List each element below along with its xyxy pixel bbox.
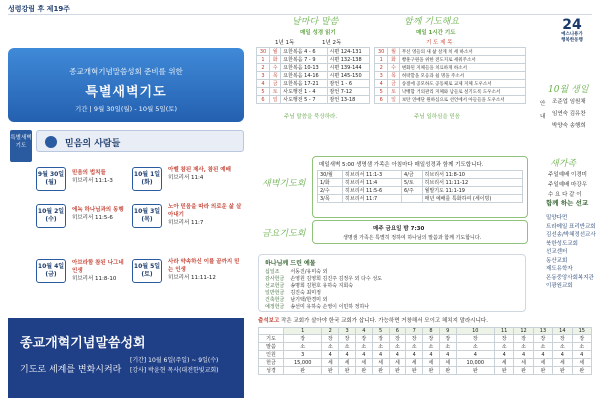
bullet-icon bbox=[45, 136, 57, 148]
prayer-cell: 목 bbox=[388, 72, 400, 80]
prayer-cell: 화 bbox=[388, 56, 400, 64]
bible-cell: 잠언 13-18 bbox=[327, 96, 370, 104]
schedule-text: 사라 약속하신 이를 끝까지 믿는 인생 히브리서 11:11-12 bbox=[168, 259, 240, 281]
bible-cell: 사도행전 1 - 4 bbox=[281, 88, 327, 96]
attendance-cell: 4 bbox=[553, 351, 572, 359]
mission-item: 트라메일 표리반교회 bbox=[546, 223, 596, 230]
attendance-cell: 완 bbox=[553, 367, 572, 375]
attendance-cell: 완 bbox=[355, 367, 372, 375]
bible-cell: 6 bbox=[257, 96, 270, 104]
prayer-cell: 허락할을 모응과 쉼 명을 주소서 bbox=[399, 72, 525, 80]
bible-cell: 월 bbox=[270, 48, 281, 56]
attendance-col: 11 bbox=[494, 328, 513, 335]
bible-row bbox=[257, 56, 370, 64]
attendance-cell: 장 bbox=[406, 335, 423, 343]
schedule-text: 에녹 하나님과의 동행 히브리서 11:5-6 bbox=[72, 207, 124, 221]
prayer-cell: 6 bbox=[375, 96, 388, 104]
banner-line3: 기간 | 9월 30일(월) - 10월 5일(토) bbox=[74, 105, 178, 113]
offering-names: 남기택/한경미 외 bbox=[290, 297, 328, 303]
prayer-row bbox=[375, 56, 526, 64]
attendance-cell: 소 bbox=[533, 343, 552, 351]
attendance-cell: 장 bbox=[389, 335, 406, 343]
offering-row bbox=[265, 289, 382, 296]
attendance-col: 14 bbox=[553, 328, 572, 335]
attendance-cell: 세 bbox=[339, 359, 356, 367]
bible-cell: 금 bbox=[270, 80, 281, 88]
bible-cell: 요한복음 4 - 6 bbox=[281, 48, 327, 56]
offering-box bbox=[258, 254, 526, 312]
attendance-cell: 소 bbox=[494, 343, 513, 351]
offering-names: 손영원 김영희 김진주 김정우 외 다수 성도 bbox=[290, 276, 382, 282]
attendance-cell: 4 bbox=[494, 351, 513, 359]
attendance-cell: 세 bbox=[355, 359, 372, 367]
attendance-cell: 완 bbox=[284, 367, 322, 375]
bible-cell: 수 bbox=[270, 64, 281, 72]
friday-text: 생명샘 가족은 특별히 정하여 하나님의 말씀과 함께 기도합니다. bbox=[343, 235, 482, 241]
attendance-cell: 소 bbox=[372, 343, 389, 351]
attendance-cell: 장 bbox=[572, 335, 591, 343]
bible-cell: 5 bbox=[257, 88, 270, 96]
side-tag: 특별새벽기도 bbox=[10, 130, 32, 162]
attendance-cell: 완 bbox=[423, 367, 440, 375]
attendance-col: 8 bbox=[423, 328, 440, 335]
date-card: 10월 2일(수) bbox=[36, 204, 66, 228]
offering-type: 건축헌금 bbox=[265, 297, 285, 303]
attendance-col: 7 bbox=[406, 328, 423, 335]
bible-cell: 요한복음 10-13 bbox=[281, 64, 327, 72]
prayer-cell: 2 bbox=[375, 64, 388, 72]
attendance-cell: 장 bbox=[553, 335, 572, 343]
attendance-col: 3 bbox=[339, 328, 356, 335]
bible-cell: 2 bbox=[257, 64, 270, 72]
offering-type: 감사헌금 bbox=[265, 276, 285, 282]
attendance-cell: 완 bbox=[514, 367, 533, 375]
offering-names: 김진숙 최미정 bbox=[290, 290, 321, 296]
dawn-header: 매일새벽 5:00 생명샘 가족은 아침마다 매일성경과 함께 기도합니다. bbox=[319, 162, 484, 168]
banner-line2: 특별새벽기도 bbox=[85, 85, 167, 100]
dawn-cell: 히브리서 11:1-3 bbox=[343, 171, 402, 179]
attendance-cell: 15,000 bbox=[284, 359, 322, 367]
bible-cell: 시편 145-150 bbox=[327, 72, 370, 80]
schedule-text: 아브라함 참된 나그네 인생 히브리서 11:8-10 bbox=[72, 260, 124, 282]
dawn-cell: 히브리서 11:7 bbox=[343, 195, 402, 203]
mission-item: 김선송/박혜정선교사 bbox=[546, 232, 596, 238]
dawn-row bbox=[318, 171, 523, 179]
attendance-cell: 기도 bbox=[259, 335, 284, 343]
bible-cell: 화 bbox=[270, 56, 281, 64]
bible-title: 매일 성경 읽기 bbox=[300, 30, 336, 36]
prayer-row bbox=[375, 88, 526, 96]
dawn-cell: 히브리서 11:4 bbox=[343, 179, 402, 187]
attendance-cell: 완 bbox=[322, 367, 339, 375]
birthday-names: 조준업 임원채 임연숙 김유찬 박양숙 송행희 bbox=[552, 99, 586, 129]
attendance-cell: 소 bbox=[322, 343, 339, 351]
mission-item: 제도유학자 bbox=[546, 266, 573, 272]
dawn-cell: 30/월 bbox=[318, 171, 343, 179]
prayer-row bbox=[375, 96, 526, 104]
prayer-section-title: 함께 기도해요 bbox=[404, 17, 460, 27]
attendance-corner bbox=[259, 328, 284, 335]
attendance-cell: 4 bbox=[423, 351, 440, 359]
attendance-cell: 장 bbox=[533, 335, 552, 343]
bible-reading-table bbox=[256, 47, 370, 104]
attendance-row bbox=[259, 359, 592, 367]
mission-item: 이광원교회 bbox=[546, 283, 573, 289]
attendance-cell: 장 bbox=[456, 335, 494, 343]
bible-cell: 요한복음 14-16 bbox=[281, 72, 327, 80]
attendance-cell: 완 bbox=[572, 367, 591, 375]
attendance-cell: 소 bbox=[439, 343, 456, 351]
attendance-cell: 성경 bbox=[259, 367, 284, 375]
attendance-cell: 4 bbox=[322, 351, 339, 359]
attendance-cell: 세 bbox=[423, 359, 440, 367]
attendance-cell: 4 bbox=[439, 351, 456, 359]
attendance-cell: 완 bbox=[339, 367, 356, 375]
attendance-col: 12 bbox=[514, 328, 533, 335]
attendance-cell: 10,000 bbox=[456, 359, 494, 367]
prayer-subtitle: 기 도 제 목 bbox=[426, 40, 453, 46]
attendance-cell: 장 bbox=[284, 335, 322, 343]
bible-row bbox=[257, 48, 370, 56]
attendance-cell: 장 bbox=[514, 335, 533, 343]
birthday-section-title: 10월 생일 bbox=[548, 85, 589, 95]
attendance-cell: 4 bbox=[389, 351, 406, 359]
offering-row bbox=[265, 303, 382, 310]
dawn-cell: 매년 예배를 특화하여 (세이빙) bbox=[422, 195, 522, 203]
attendance-title: 출석보고 bbox=[258, 318, 280, 324]
mission-item: 온동중앙사회복지관 bbox=[546, 274, 594, 281]
bible-col1: 1년 1독 bbox=[275, 40, 295, 46]
dawn-cell: 6/주 bbox=[402, 187, 423, 195]
attendance-col: 2 bbox=[322, 328, 339, 335]
offering-row bbox=[265, 275, 382, 282]
prayer-cell: 낙뱅함 거의관리 지체와 남들로 설기도록 도우소서 bbox=[399, 88, 525, 96]
attendance-cell: 완 bbox=[439, 367, 456, 375]
schedule-text: 노아 믿음을 따라 의로운 삶 살아내기 히브리서 11:7 bbox=[168, 204, 242, 226]
prayer-row bbox=[375, 80, 526, 88]
attendance-cell: 세 bbox=[514, 359, 533, 367]
attendance-cell: 장 bbox=[372, 335, 389, 343]
offering-names: 서동진/유미숙 외 bbox=[290, 269, 328, 275]
bible-cell: 시편 132-138 bbox=[327, 56, 370, 64]
bible-cell: 토 bbox=[270, 88, 281, 96]
attendance-cell: 장 bbox=[339, 335, 356, 343]
attendance-cell: 장 bbox=[355, 335, 372, 343]
mission-item: 선교센터 bbox=[546, 249, 568, 255]
prayer-row bbox=[375, 72, 526, 80]
date-card: 10월 5일(토) bbox=[132, 259, 162, 283]
newfamily-list: 주일예배 이경미 주일예배 마강우 수 요 다 같 이 bbox=[548, 172, 587, 198]
attendance-table bbox=[258, 327, 592, 375]
attendance-cell: 소 bbox=[406, 343, 423, 351]
attendance-col: 5 bbox=[372, 328, 389, 335]
attendance-cell: 소 bbox=[423, 343, 440, 351]
attendance-col: 13 bbox=[533, 328, 552, 335]
bible-cell: 잠언 1 - 6 bbox=[327, 80, 370, 88]
offering-row bbox=[265, 282, 382, 289]
attendance-row bbox=[259, 351, 592, 359]
friday-header: 매주 금요일 밤 7:30 bbox=[373, 226, 425, 232]
bible-row bbox=[257, 72, 370, 80]
attendance-cell: 세 bbox=[322, 359, 339, 367]
attendance-cell: 4 bbox=[355, 351, 372, 359]
attendance-cell: 4 bbox=[572, 351, 591, 359]
attendance-section bbox=[258, 316, 592, 375]
revival-title: 종교개혁기념말씀성회 bbox=[20, 336, 146, 351]
attendance-cell: 완 bbox=[456, 367, 494, 375]
prayer-note: 주님 일하심을 믿음 bbox=[414, 114, 461, 120]
offering-type: 일반헌금 bbox=[265, 290, 285, 296]
attendance-cell: 완 bbox=[389, 367, 406, 375]
dawn-cell bbox=[402, 195, 423, 203]
prayer-row bbox=[375, 64, 526, 72]
offering-row bbox=[265, 268, 382, 275]
attendance-header-row bbox=[259, 328, 592, 335]
attendance-cell: 세 bbox=[553, 359, 572, 367]
attendance-cell: 장 bbox=[494, 335, 513, 343]
bible-section-title: 날마다 말씀 bbox=[292, 17, 339, 27]
prayer-row bbox=[375, 48, 526, 56]
missions-list bbox=[546, 214, 596, 291]
schedule-text: 믿음의 법칙들 히브리서 11:1-3 bbox=[72, 170, 113, 184]
dawn-row bbox=[318, 179, 523, 187]
attendance-cell: 4 bbox=[372, 351, 389, 359]
bible-cell: 30 bbox=[257, 48, 270, 56]
attendance-cell: 4 bbox=[406, 351, 423, 359]
attendance-col: 9 bbox=[439, 328, 456, 335]
attendance-cell: 세 bbox=[494, 359, 513, 367]
bible-cell: 목 bbox=[270, 72, 281, 80]
prayer-cell: 송절에 공모하도 공동체로 교제 지체 도우소서 bbox=[399, 80, 525, 88]
mission-item: 북한성도교회 bbox=[546, 240, 578, 247]
attendance-cell: 소 bbox=[284, 343, 322, 351]
dawn-cell: 히브리서 11:8-10 bbox=[422, 171, 522, 179]
bible-row bbox=[257, 96, 370, 104]
revival-subtitle: 기도로 세계를 변화시켜라 bbox=[20, 365, 122, 375]
attendance-cell: 세 bbox=[389, 359, 406, 367]
preachers-title: 믿음의 사람들 bbox=[65, 139, 121, 149]
prayer-cell: 금 bbox=[388, 80, 400, 88]
bible-cell: 4 bbox=[257, 80, 270, 88]
church-logo: 24 예스나용가 행복한동행 bbox=[561, 17, 583, 43]
attendance-cell: 소 bbox=[389, 343, 406, 351]
friday-section-title: 금요기도회 bbox=[262, 229, 306, 239]
prayer-cell: 5 bbox=[375, 88, 388, 96]
attendance-row bbox=[259, 343, 592, 351]
attendance-cell: 장 bbox=[423, 335, 440, 343]
bible-cell: 사도행전 5 - 7 bbox=[281, 96, 327, 104]
offering-names: 송명희 김현호 유하숙 지회숙 bbox=[290, 283, 354, 289]
attendance-row bbox=[259, 335, 592, 343]
attendance-col: 1 bbox=[284, 328, 322, 335]
dawn-cell: 3/목 bbox=[318, 195, 343, 203]
bible-row bbox=[257, 80, 370, 88]
attendance-cell: 완 bbox=[494, 367, 513, 375]
attendance-col: 10 bbox=[456, 328, 494, 335]
attendance-cell: 말씀 bbox=[259, 343, 284, 351]
bible-col2: 1년 2독 bbox=[322, 40, 342, 46]
attendance-col: 4 bbox=[355, 328, 372, 335]
dawn-table bbox=[317, 170, 523, 203]
prayer-cell: 1 bbox=[375, 56, 388, 64]
revival-details: [기간] 10월 6일(주일) ~ 9일(수) [강사] 박윤현 목사(대전한빛교회) bbox=[130, 357, 219, 374]
prayer-cell: 3 bbox=[375, 72, 388, 80]
attendance-cell: 세 bbox=[439, 359, 456, 367]
offering-names: 송선미 유하숙 손영이 이민하 정하나 bbox=[290, 304, 370, 310]
bible-row bbox=[257, 64, 370, 72]
dawn-cell: 5/토 bbox=[402, 179, 423, 187]
date-card: 9월 30일(월) bbox=[36, 167, 66, 191]
date-card: 10월 4일(금) bbox=[36, 259, 66, 283]
mission-item: 동산교회 bbox=[546, 257, 568, 264]
bible-cell: 1 bbox=[257, 56, 270, 64]
offering-type: 예정헌금 bbox=[265, 304, 285, 310]
bible-note: 주님 말씀을 묵상하라. bbox=[284, 114, 338, 120]
attendance-cell: 세 bbox=[372, 359, 389, 367]
prayer-cell: 일 bbox=[388, 96, 400, 104]
prayer-cell: 수 bbox=[388, 64, 400, 72]
attendance-row bbox=[259, 367, 592, 375]
offering-table bbox=[265, 268, 382, 310]
attendance-cell: 소 bbox=[355, 343, 372, 351]
dawn-cell: 1/화 bbox=[318, 179, 343, 187]
bible-row bbox=[257, 88, 370, 96]
attendance-cell: 소 bbox=[456, 343, 494, 351]
dawn-row bbox=[318, 195, 523, 203]
friday-box bbox=[312, 220, 528, 244]
prayer-cell: 토 bbox=[388, 88, 400, 96]
bible-cell: 3 bbox=[257, 72, 270, 80]
offering-type: 선교헌금 bbox=[265, 283, 285, 289]
attendance-cell: 소 bbox=[339, 343, 356, 351]
prayer-cell: 변화된 지체들을 치료하게 하소서 bbox=[399, 64, 525, 72]
missions-title: 함께 하는 선교 bbox=[546, 199, 589, 207]
schedule-text: 아벨 참된 제사, 참된 예배 히브리서 11:4 bbox=[168, 167, 231, 181]
dawn-cell: 2/수 bbox=[318, 187, 343, 195]
attendance-cell: 4 bbox=[514, 351, 533, 359]
attendance-cell: 인원 bbox=[259, 351, 284, 359]
date-card: 10월 3일(목) bbox=[132, 204, 162, 228]
bible-cell: 요한복음 7 - 9 bbox=[281, 56, 327, 64]
attendance-cell: 장 bbox=[322, 335, 339, 343]
attendance-cell: 세 bbox=[406, 359, 423, 367]
bible-cell: 시편 139-144 bbox=[327, 64, 370, 72]
dawn-cell: 히브리서 11:5-6 bbox=[343, 187, 402, 195]
attendance-cell: 4 bbox=[456, 351, 494, 359]
attendance-cell: 소 bbox=[572, 343, 591, 351]
prayer-cell: 4 bbox=[375, 80, 388, 88]
mission-item: 밀양다먼 bbox=[546, 215, 568, 221]
attendance-cell: 소 bbox=[553, 343, 572, 351]
attendance-cell: 세 bbox=[572, 359, 591, 367]
prayer-cell: 월 bbox=[388, 48, 400, 56]
attendance-cell: 장 bbox=[439, 335, 456, 343]
dawn-cell: 히브리서 11:11-12 bbox=[422, 179, 522, 187]
dawn-box bbox=[312, 156, 528, 218]
attendance-cell: 4 bbox=[533, 351, 552, 359]
prayer-table bbox=[374, 47, 526, 104]
attendance-cell: 헌금 bbox=[259, 359, 284, 367]
prayer-title: 매일 1시간 기도 bbox=[416, 30, 456, 36]
prayer-cell: 보탄 연애단 원하심으로 선언에서 아들들을 도우소서 bbox=[399, 96, 525, 104]
attendance-cell: 소 bbox=[514, 343, 533, 351]
prayer-cell: 무신 영들의 새 삶 살게 치 세 하소서 bbox=[399, 48, 525, 56]
offering-row bbox=[265, 296, 382, 303]
attendance-cell: 4 bbox=[339, 351, 356, 359]
bible-cell: 요한복음 17-21 bbox=[281, 80, 327, 88]
dawn-prayer-banner bbox=[8, 48, 244, 122]
dawn-cell: 월말기도 11:1-19 bbox=[422, 187, 522, 195]
newfamily-section-title: 새가족 bbox=[550, 159, 577, 169]
banner-line1: 종교개혁기념말씀성회 준비를 위한 bbox=[69, 67, 183, 76]
offering-title: 하나님께 드린 예물 bbox=[265, 260, 316, 267]
dawn-row bbox=[318, 187, 523, 195]
attendance-cell: 완 bbox=[406, 367, 423, 375]
preachers-title-box bbox=[36, 130, 244, 152]
dawn-section-title: 새벽기도회 bbox=[262, 179, 306, 189]
attendance-note: 작은 교회가 살아야 한국 교회가 삽니다. 가능하면 거창해서 모이고 헤치지 말라시니다. bbox=[281, 318, 488, 324]
bulletin-header: 성령강림 후 제19주 bbox=[8, 5, 70, 13]
attendance-cell: 완 bbox=[372, 367, 389, 375]
attendance-col: 15 bbox=[572, 328, 591, 335]
offering-type: 십일조 bbox=[265, 269, 280, 275]
attendance-cell: 완 bbox=[533, 367, 552, 375]
dawn-cell: 4/금 bbox=[402, 171, 423, 179]
prayer-cell: 30 bbox=[375, 48, 388, 56]
attendance-col: 6 bbox=[389, 328, 406, 335]
attendance-cell: 세 bbox=[533, 359, 552, 367]
bible-cell: 일 bbox=[270, 96, 281, 104]
birthday-cols: 안 내 bbox=[540, 101, 546, 120]
prayer-cell: 빵훈구원을 위한 전도지로 세워주소서 bbox=[399, 56, 525, 64]
date-card: 10월 1일(화) bbox=[132, 167, 162, 191]
attendance-cell: 3 bbox=[284, 351, 322, 359]
bible-cell: 시편 124-131 bbox=[327, 48, 370, 56]
revival-meeting-banner bbox=[8, 318, 244, 398]
bible-cell: 잠언 7-12 bbox=[327, 88, 370, 96]
